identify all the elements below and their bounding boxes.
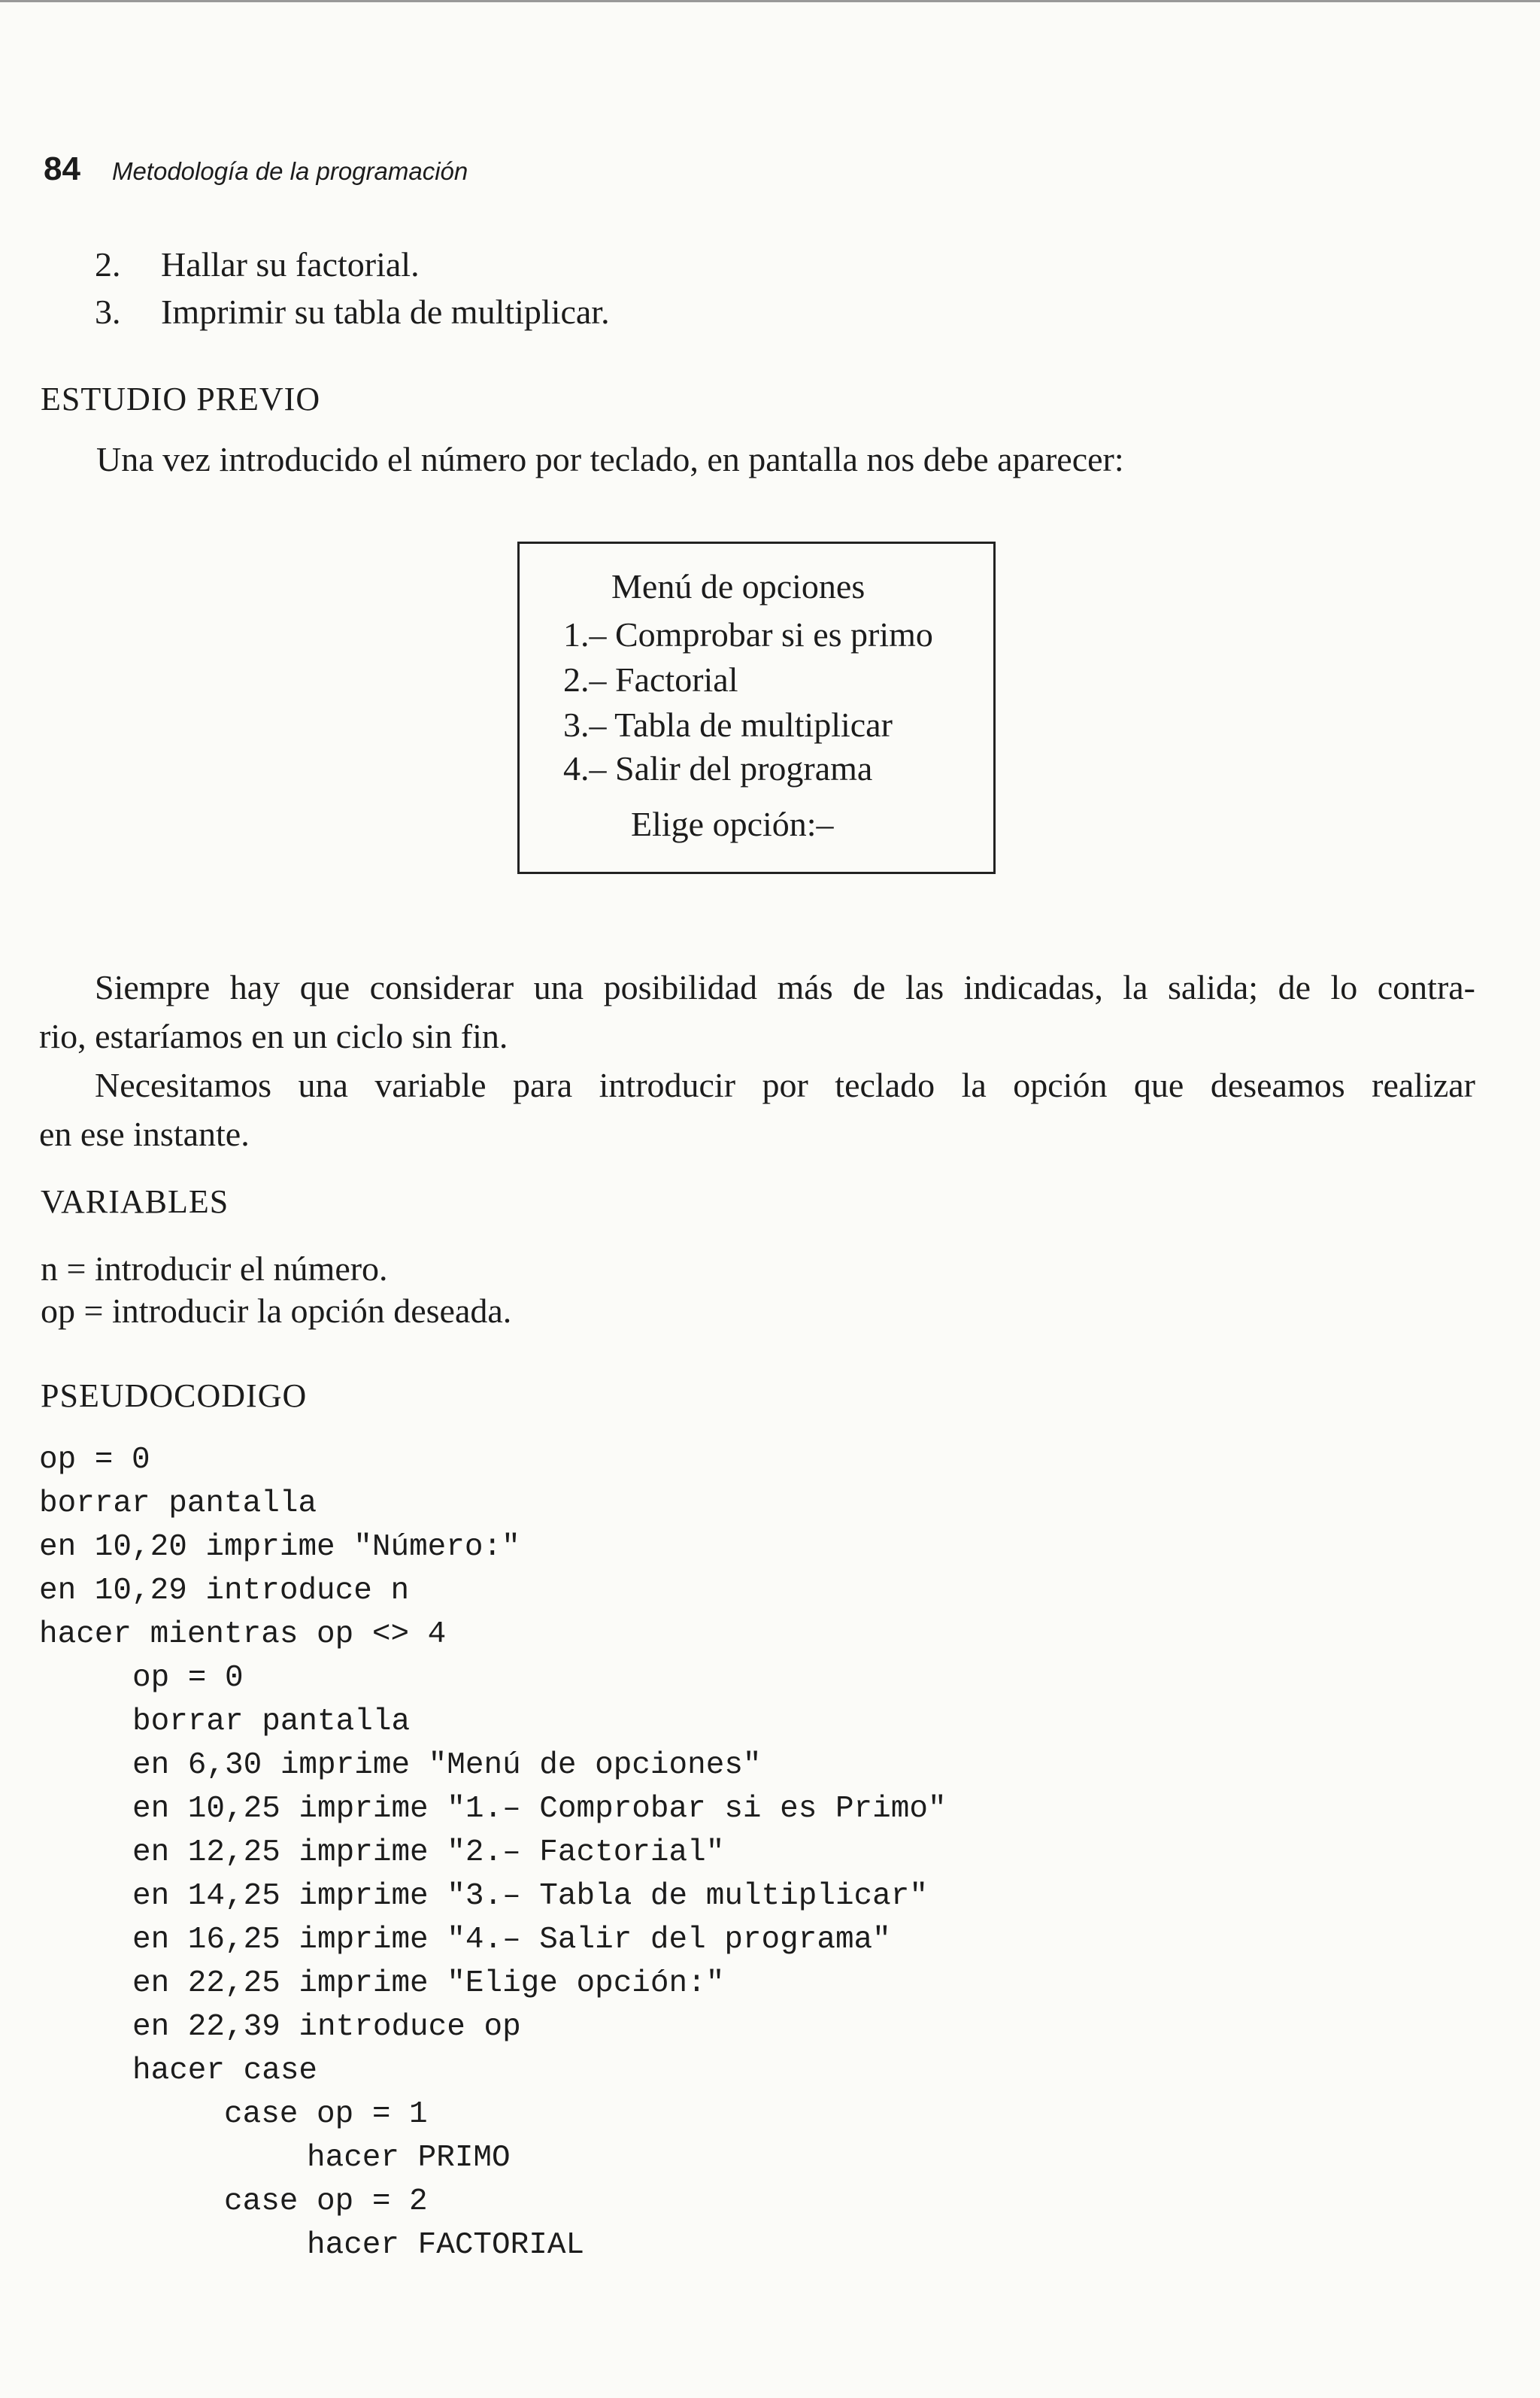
paragraph-line: Necesitamos una variable para introducir por teclado la opción que deseamos realizar bbox=[95, 1066, 1475, 1104]
page-top-edge bbox=[0, 0, 1540, 2]
code-line: en 10,29 introduce n bbox=[39, 1574, 410, 1608]
code-line: case op = 2 bbox=[224, 2184, 428, 2219]
menu-box-title: Menú de opciones bbox=[611, 567, 865, 606]
paragraph-line: rio, estaríamos en un ciclo sin fin. bbox=[39, 1017, 508, 1055]
list-item-3-number: 3. bbox=[95, 293, 121, 331]
menu-box-option-3: 3.– Tabla de multiplicar bbox=[563, 706, 893, 744]
code-line: borrar pantalla bbox=[132, 1704, 411, 1739]
code-line: case op = 1 bbox=[224, 2097, 428, 2132]
variable-op: op = introducir la opción deseada. bbox=[41, 1292, 512, 1330]
code-line: hacer FACTORIAL bbox=[307, 2228, 585, 2263]
paragraph-line: en ese instante. bbox=[39, 1115, 250, 1153]
menu-box-option-1: 1.– Comprobar si es primo bbox=[563, 615, 933, 654]
code-line: en 22,39 introduce op bbox=[132, 2010, 521, 2044]
paragraph-salida bbox=[39, 963, 1475, 1158]
variable-n: n = introducir el número. bbox=[41, 1249, 388, 1288]
code-line: en 12,25 imprime "2.– Factorial" bbox=[132, 1835, 725, 1870]
list-item-2-text: Hallar su factorial. bbox=[161, 245, 420, 284]
menu-box bbox=[517, 542, 996, 874]
code-line: en 14,25 imprime "3.– Tabla de multiplicar" bbox=[132, 1879, 928, 1914]
list-item-2-number: 2. bbox=[95, 245, 121, 284]
menu-box-option-4: 4.– Salir del programa bbox=[563, 749, 873, 788]
variables-heading: VARIABLES bbox=[41, 1183, 229, 1220]
paragraph-line: Siempre hay que considerar una posibilidad más de las indicadas, la salida; de lo contra- bbox=[95, 968, 1475, 1006]
code-line: en 16,25 imprime "4.– Salir del programa" bbox=[132, 1923, 891, 1957]
code-line: op = 0 bbox=[39, 1443, 150, 1477]
running-header bbox=[44, 150, 468, 188]
running-title: Metodología de la programación bbox=[111, 157, 468, 185]
code-line: hacer PRIMO bbox=[307, 2141, 511, 2175]
list-item-3-text: Imprimir su tabla de multiplicar. bbox=[161, 293, 610, 331]
code-line: borrar pantalla bbox=[39, 1486, 317, 1521]
code-line: hacer mientras op <> 4 bbox=[39, 1617, 447, 1652]
pseudocode-heading: PSEUDOCODIGO bbox=[41, 1377, 308, 1414]
code-line: en 10,25 imprime "1.– Comprobar si es Primo" bbox=[132, 1792, 947, 1826]
code-line: op = 0 bbox=[132, 1661, 244, 1695]
code-line: en 6,30 imprime "Menú de opciones" bbox=[132, 1748, 762, 1783]
estudio-previo-intro: Una vez introducido el número por teclado, en pantalla nos debe aparecer: bbox=[96, 440, 1124, 478]
estudio-previo-heading: ESTUDIO PREVIO bbox=[41, 381, 321, 417]
menu-box-option-2: 2.– Factorial bbox=[563, 660, 738, 699]
menu-box-prompt: Elige opción:– bbox=[631, 805, 834, 843]
code-line: en 22,25 imprime "Elige opción:" bbox=[132, 1966, 725, 2001]
code-line: hacer case bbox=[132, 2053, 318, 2088]
page-number: 84 bbox=[44, 150, 80, 187]
code-line: en 10,20 imprime "Número:" bbox=[39, 1530, 520, 1565]
